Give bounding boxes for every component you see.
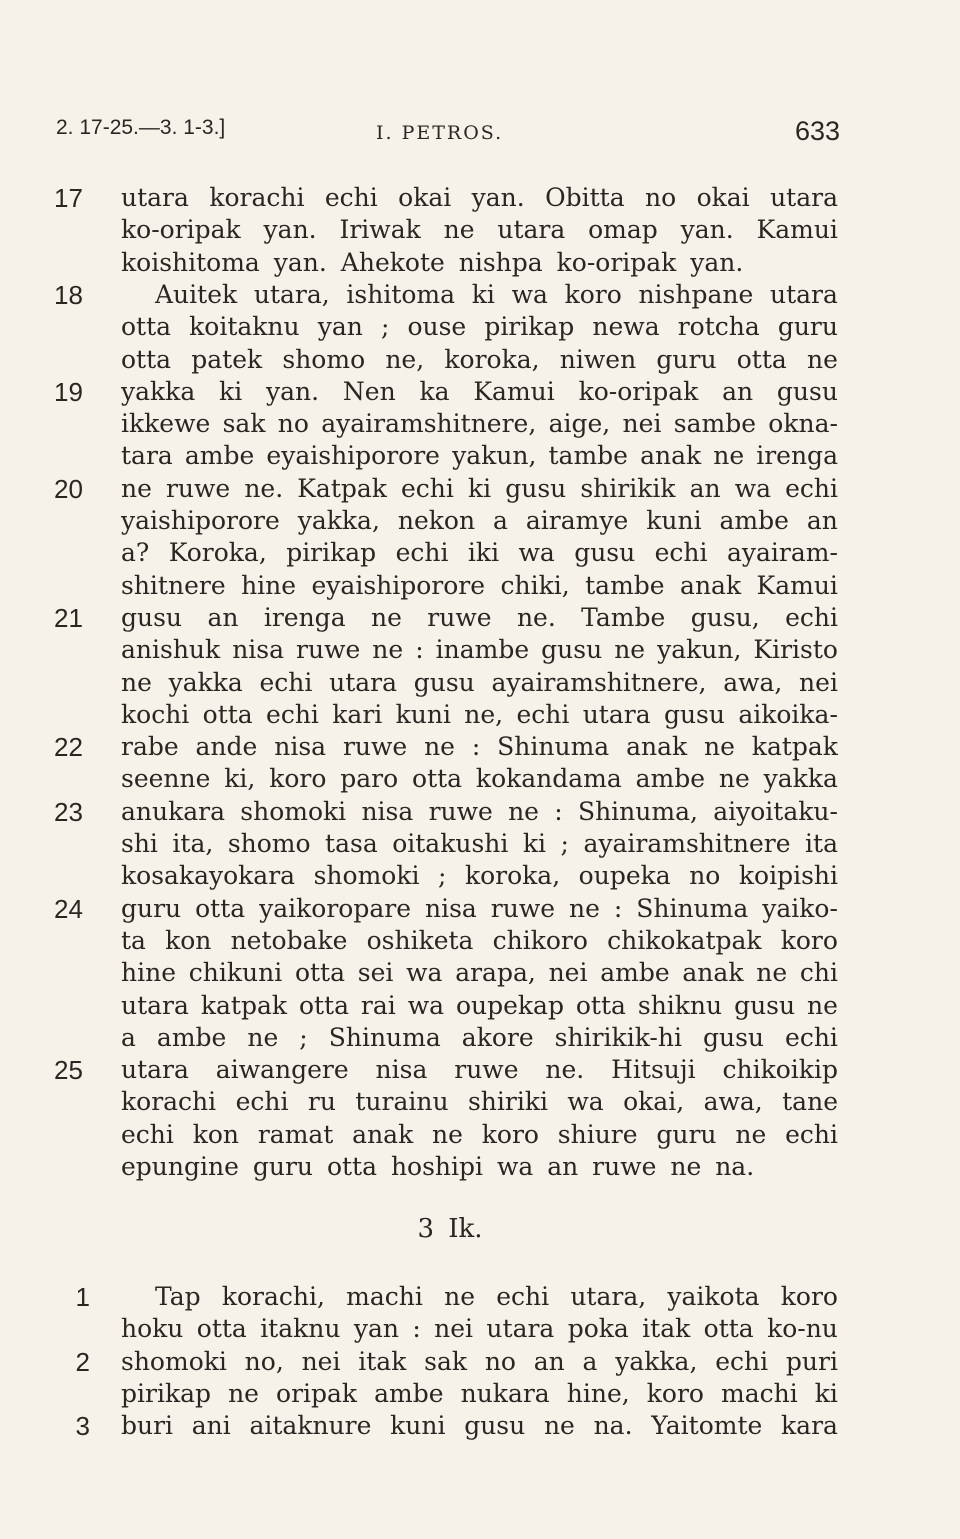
text-line: buri ani aitaknure kuni gusu ne na. Yaitomte kara [121,1411,838,1441]
text-line: gusu an irenga ne ruwe ne. Tambe gusu, echi [121,602,838,632]
text-line: shomoki no, nei itak sak no an a yakka, echi puri [121,1346,838,1376]
text-line: utara katpak otta rai wa oupekap otta shiknu gusu ne [121,990,838,1020]
text-line: seenne ki, koro paro otta kokandama ambe ne yakka [121,764,838,794]
text-line: ta kon netobake oshiketa chikoro chikokatpak koro [121,925,838,955]
chapter-verse-range: 2. 17-25.—3. 1-3.] [56,116,226,139]
text-line: shitnere hine eyaishiporore chiki, tambe anak Kamui [121,570,838,600]
text-line: pirikap ne oripak ambe nukara hine, koro machi ki [121,1378,838,1408]
verse-number: 24 [54,893,83,924]
text-line: utara korachi echi okai yan. Obitta no okai utara [121,183,838,212]
text-line: rabe ande nisa ruwe ne : Shinuma anak ne katpak [121,732,838,762]
text-line: yakka ki yan. Nen ka Kamui ko-oripak an gusu [121,376,838,406]
text-line: otta patek shomo ne, koroka, niwen guru otta ne [121,344,838,374]
text-line: a ambe ne ; Shinuma akore shirikik-hi gusu echi [121,1022,838,1052]
text-line: kosakayokara shomoki ; koroka, oupeka no koipishi [121,861,838,891]
text-line: a? Koroka, pirikap echi iki wa gusu echi ayairam- [121,538,838,568]
verse-number: 18 [54,279,83,310]
text-line: Auitek utara, ishitoma ki wa koro nishpane utara [155,279,838,309]
verse-number: 21 [54,602,83,633]
text-line: Tap korachi, machi ne echi utara, yaikota koro [155,1282,838,1311]
page-number: 633 [794,116,840,146]
verse-number: 20 [54,473,83,504]
text-line: shi ita, shomo tasa oitakushi ki ; ayairamshitnere ita [121,829,838,858]
text-line: echi kon ramat anak ne koro shiure guru ne echi [121,1119,838,1149]
text-line: otta koitaknu yan ; ouse pirikap newa rotcha guru [121,312,838,342]
text-line: koishitoma yan. Ahekote nishpa ko-oripak yan. [121,247,744,277]
running-header [56,116,840,156]
verse-number: 1 [75,1282,90,1312]
verse-number: 3 [75,1411,90,1442]
text-line: utara aiwangere nisa ruwe ne. Hitsuji chikoikip [121,1055,838,1085]
verse-number: 25 [54,1055,83,1086]
text-line: guru otta yaikoropare nisa ruwe ne : Shinuma yaiko- [121,893,838,923]
text-line: epungine guru otta hoshipi wa an ruwe ne na. [121,1152,755,1181]
text-line: hine chikuni otta sei wa arapa, nei ambe anak ne chi [121,958,838,988]
verse-number: 22 [54,732,83,763]
text-line: kochi otta echi kari kuni ne, echi utara gusu aikoika- [121,699,838,729]
text-line: anishuk nisa ruwe ne : inambe gusu ne yakun, Kiristo [121,635,838,665]
text-line: anukara shomoki nisa ruwe ne : Shinuma, aiyoitaku- [121,796,838,826]
text-line: hoku otta itaknu yan : nei utara poka itak otta ko-nu [121,1314,838,1344]
verse-number: 17 [54,183,83,213]
text-line: ne ruwe ne. Katpak echi ki gusu shirikik an wa echi [121,473,838,503]
text-line: ikkewe sak no ayairamshitnere, aige, nei sambe okna- [121,409,838,439]
text-line: tara ambe eyaishiporore yakun, tambe anak ne irenga [121,441,838,471]
text-line: ne yakka echi utara gusu ayairamshitnere, awa, nei [121,667,838,697]
verse-number: 19 [54,376,83,407]
text-line: ko-oripak yan. Iriwak ne utara omap yan. Kamui [121,215,838,245]
book-title: I. PETROS. [376,122,504,144]
verse-number: 2 [75,1346,90,1377]
chapter-heading: 3 Ik. [417,1214,483,1244]
verse-number: 23 [54,796,83,827]
text-line: yaishiporore yakka, nekon a airamye kuni ambe an [121,506,838,535]
text-line: korachi echi ru turainu shiriki wa okai, awa, tane [121,1087,838,1117]
